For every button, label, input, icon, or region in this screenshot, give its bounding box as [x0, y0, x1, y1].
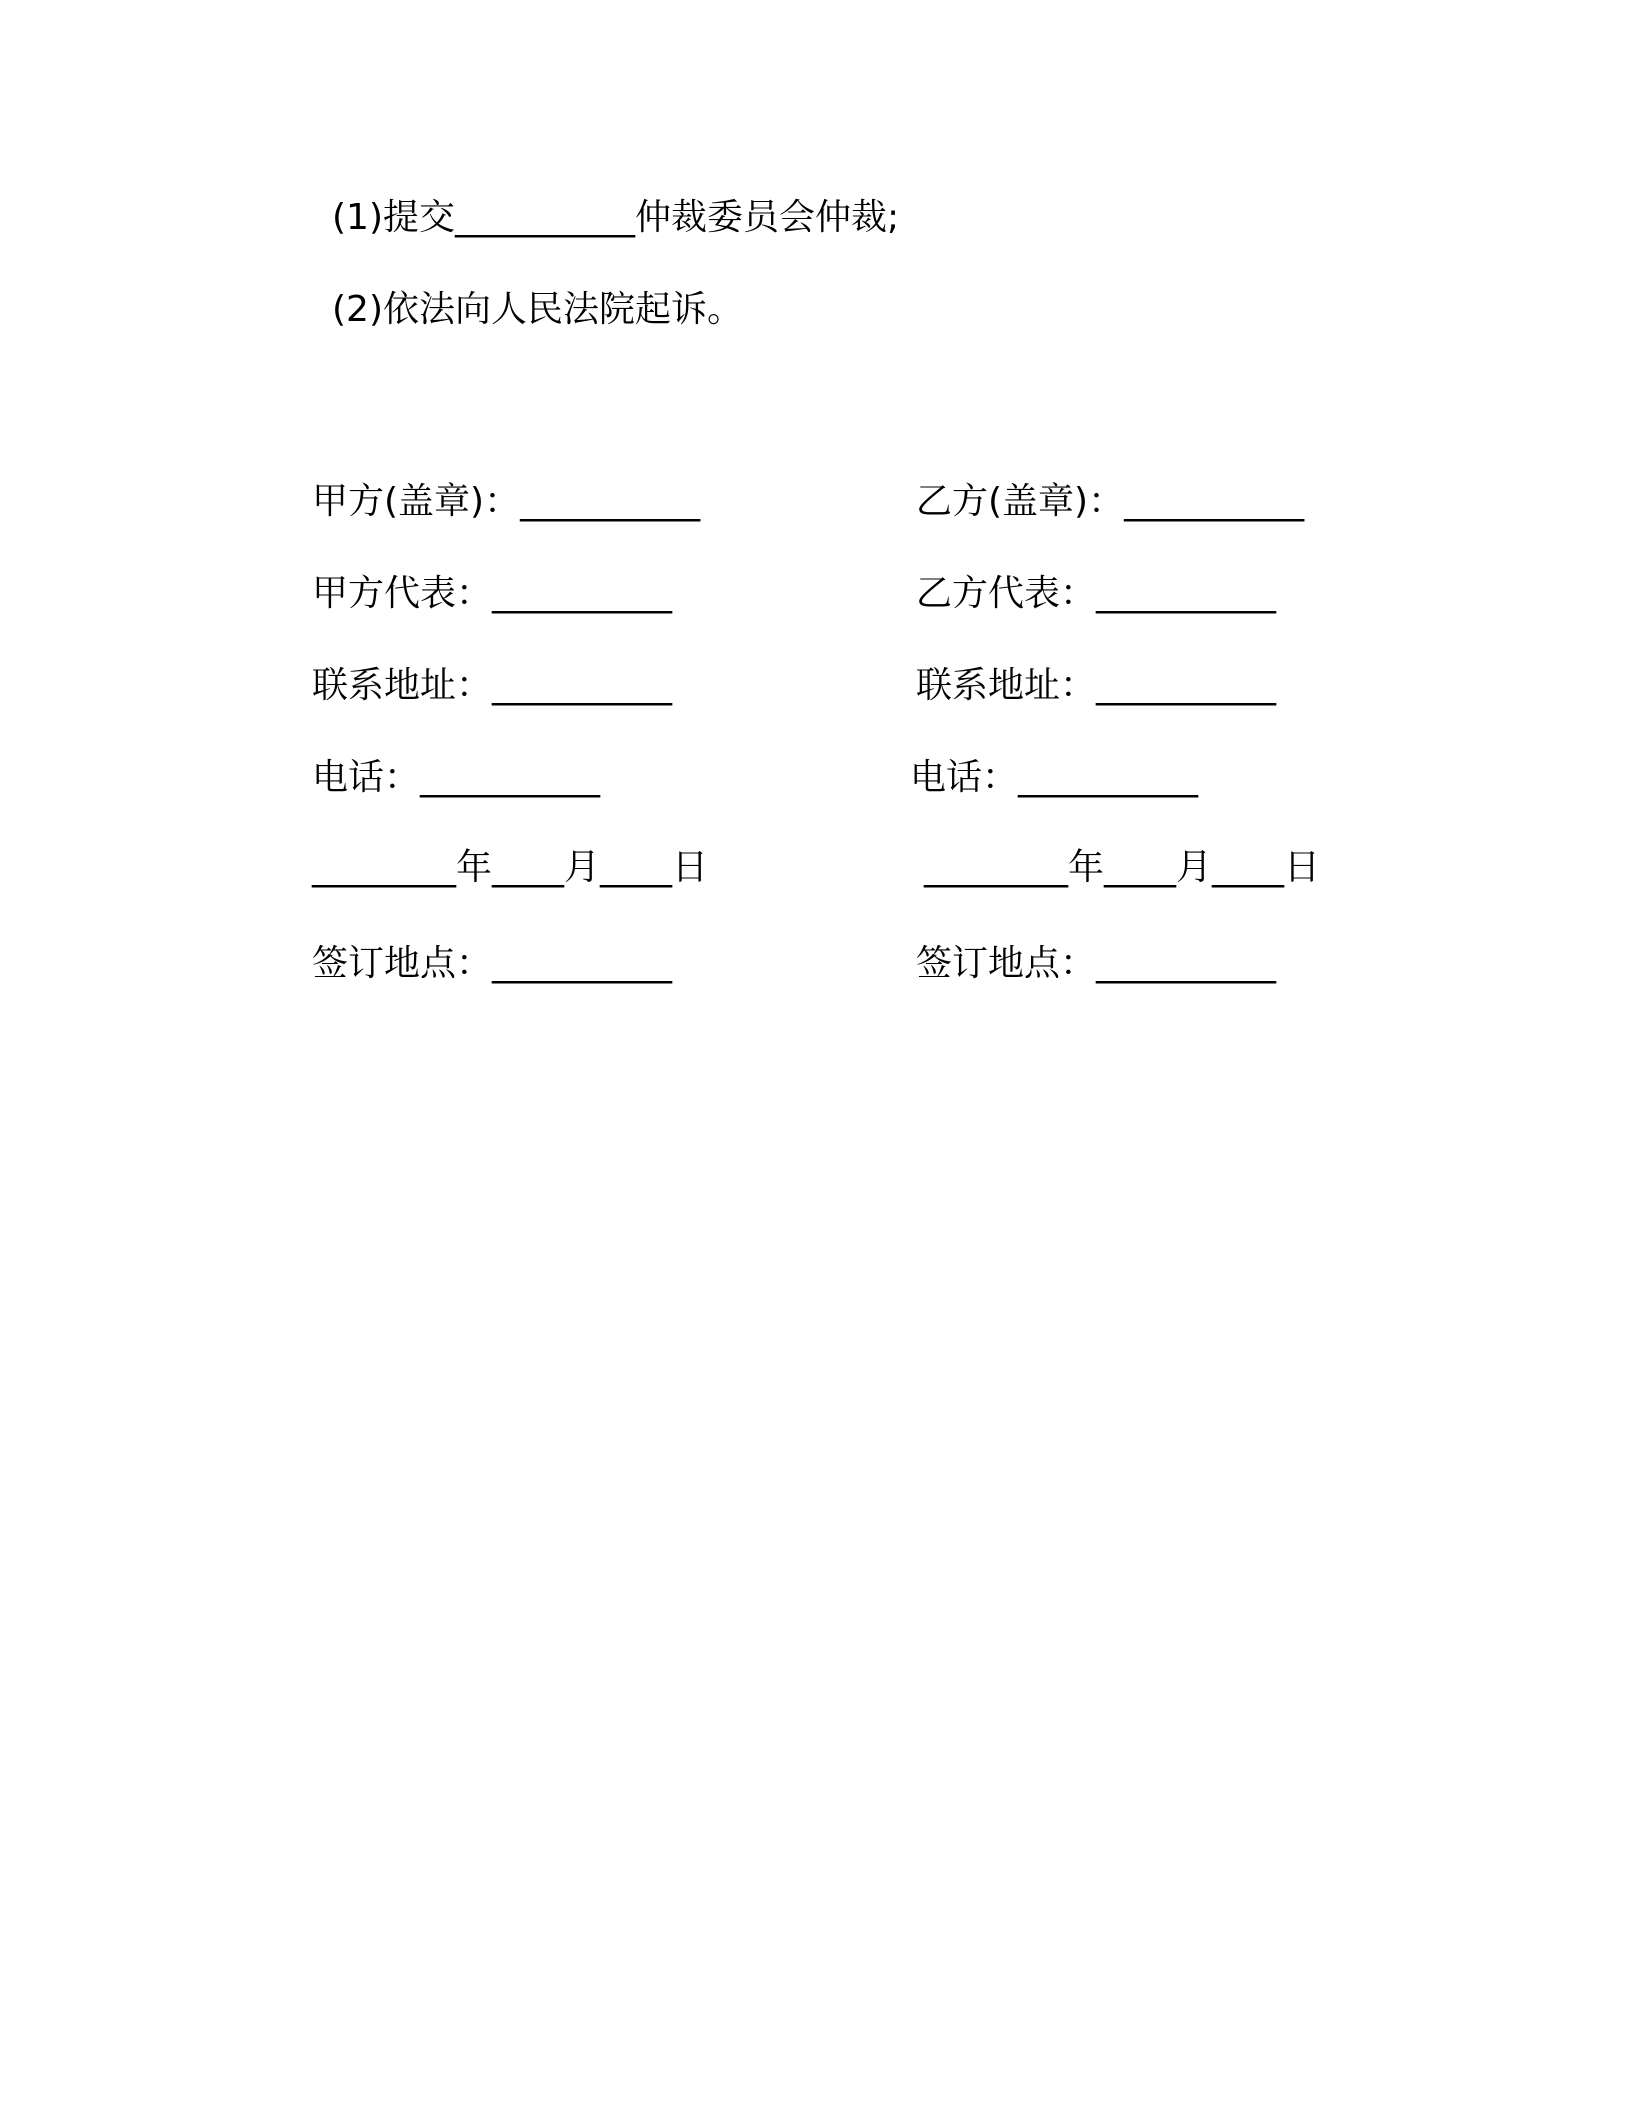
party-b-phone: 电话：__________	[910, 757, 1199, 798]
clause-item-1: (1)提交__________仲裁委员会仲裁;	[332, 197, 900, 238]
party-b-date: ________年____月____日	[924, 847, 1320, 888]
party-a-phone: 电话：__________	[312, 757, 601, 798]
party-b-place: 签订地点：__________	[916, 943, 1277, 984]
party-a-address: 联系地址：__________	[312, 665, 673, 706]
party-a-date: ________年____月____日	[312, 847, 708, 888]
party-a-seal: 甲方(盖章)：__________	[312, 481, 701, 522]
party-b-seal: 乙方(盖章)：__________	[916, 481, 1305, 522]
party-a-place: 签订地点：__________	[312, 943, 673, 984]
party-a-representative: 甲方代表：__________	[312, 573, 673, 614]
party-b-representative: 乙方代表：__________	[916, 573, 1277, 614]
party-b-address: 联系地址：__________	[916, 665, 1277, 706]
clause-item-2: (2)依法向人民法院起诉。	[332, 289, 743, 330]
